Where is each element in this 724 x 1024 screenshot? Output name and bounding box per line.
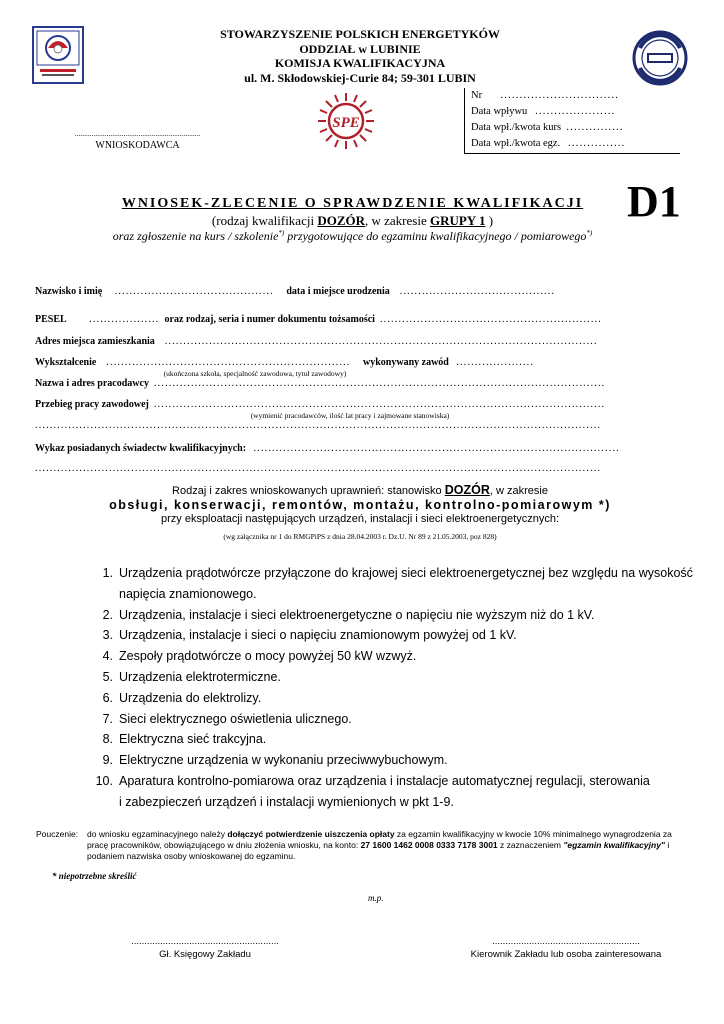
education-field[interactable]: .................................................................. xyxy=(106,357,351,368)
org-name: STOWARZYSZENIE POLSKICH ENERGETYKÓW xyxy=(220,27,500,41)
birth-label: data i miejsce urodzenia xyxy=(286,286,390,297)
list-item: 8. Elektryczna sieć trakcyjna. xyxy=(102,732,267,747)
list-item: 9. Elektryczne urządzenia w wykonaniu przeciwwybuchowym. xyxy=(102,753,448,768)
address-field[interactable]: ..................................................................................................................... xyxy=(164,336,598,347)
stamp-placeholder: m.p. xyxy=(368,893,384,903)
birth-field[interactable]: .......................................... xyxy=(399,286,556,297)
equipment-list xyxy=(88,563,698,813)
list-item: 10. Aparatura kontrolno-pomiarowa oraz urządzenia i instalacje automatycznej regulacji, sterowania xyxy=(95,773,650,788)
profession-field[interactable]: ..................... xyxy=(456,357,535,368)
employer-label: Nazwa i adres pracodawcy xyxy=(35,378,149,389)
list-item: 2. Urządzenia, instalacje i sieci elektroenergetyczne o napięciu nie wyższym niż do 1 kV. xyxy=(102,607,595,622)
spe-emblem-text: SPE xyxy=(332,115,360,131)
title-course-note: oraz zgłoszenie na kurs / szkolenie*) przygotowujące do egzaminu kwalifikacyjnego / pomiarowego*) xyxy=(112,229,593,243)
education-label: Wykształcenie xyxy=(35,357,97,368)
list-item: 7. Sieci elektrycznego oświetlenia ulicznego. xyxy=(102,711,352,726)
list-item: napięcia znamionowego. xyxy=(119,586,257,601)
pesel-field[interactable]: ................... xyxy=(89,314,160,325)
scope-section xyxy=(60,483,660,544)
payment-instruction xyxy=(36,829,691,862)
title-main: WNIOSEK-ZLECENIE O SPRAWDZENIE KWALIFIKACJI xyxy=(121,196,584,211)
pesel-row xyxy=(35,314,690,325)
manager-label: Kierownik Zakładu lub osoba zainteresowana xyxy=(470,949,662,960)
address-label: Adres miejsca zamieszkania xyxy=(35,336,155,347)
name-row xyxy=(35,286,690,297)
accountant-signature xyxy=(115,936,295,960)
iqnet-certification-logo xyxy=(632,30,688,86)
profession-label: wykonywany zawód xyxy=(363,357,449,368)
org-branch: ODDZIAŁ w LUBINIE xyxy=(299,41,421,56)
manager-signature-line[interactable]: ........................................................ xyxy=(492,936,640,947)
certificates-row-continued xyxy=(35,463,690,474)
career-label: Przebieg pracy zawodowej xyxy=(35,399,149,410)
applicant-signature xyxy=(55,129,220,151)
spe-emblem xyxy=(316,91,376,151)
education-hint: (ukończona szkoła, specjalność zawodowa, tytuł zawodowy) xyxy=(163,369,347,378)
list-item: 3. Urządzenia, instalacje i sieci o napięciu znamionowym powyżej od 1 kV. xyxy=(102,628,517,643)
form-code: D1 xyxy=(627,177,681,226)
list-item: 4. Zespoły prądotwórcze o mocy powyżej 50 kW wzwyż. xyxy=(102,649,417,664)
applicant-signature-line[interactable]: ................................................................... xyxy=(74,129,201,138)
registry-box xyxy=(464,88,680,154)
manager-signature xyxy=(455,936,677,960)
org-committee: KOMISJA KWALIFIKACYJNA xyxy=(274,56,446,70)
registry-received-date: Data wpływu ..................... xyxy=(471,106,616,117)
scope-legal-reference: (wg załącznika nr 1 do RMGPiPS z dnia 28.04.2003 r. Dz.U. Nr 89 z 21.05.2003, poz 828) xyxy=(223,532,497,541)
registry-course-payment: Data wpł./kwota kurs ............... xyxy=(471,122,624,133)
employer-field[interactable]: .......................................................................................................................... xyxy=(153,378,606,389)
certification-logo-left xyxy=(32,26,84,84)
footnote: * niepotrzebne skreślić xyxy=(52,871,137,881)
certificates-row xyxy=(35,443,690,454)
education-row xyxy=(35,357,690,368)
title-qualification: (rodzaj kwalifikacji DOZÓR, w zakresie GRUPY 1 ) xyxy=(211,213,494,228)
certificates-label: Wykaz posiadanych świadectw kwalifikacyjnych: xyxy=(35,443,247,454)
employer-row xyxy=(35,378,690,389)
career-field[interactable]: .......................................................................................................................... xyxy=(153,399,606,410)
form-title xyxy=(60,196,645,244)
id-document-field[interactable]: ............................................................ xyxy=(379,314,602,325)
instruction-label: Pouczenie: xyxy=(36,829,79,839)
accountant-label: Gł. Księgowy Zakładu xyxy=(159,949,251,960)
career-field-line2[interactable]: ......................................................................................................................................................... xyxy=(35,420,602,431)
list-item: 1. Urządzenia prądotwórcze przyłączone do krajowej sieci elektroenergetycznej bez względu na wysokość xyxy=(102,566,693,580)
scope-description: przy eksploatacji następujących urządzeń, instalacji i sieci elektroenergetycznych: xyxy=(160,513,560,525)
address-row xyxy=(35,336,690,347)
career-row xyxy=(35,399,690,410)
instruction-text: do wniosku egzaminacyjnego należy dołączyć potwierdzenie uiszczenia opłaty za egzamin kwalifikacyjny w kwocie 10% minimalnego wynagrodzenia za pracę pracowników, obowiązującego w dniu złożenia wniosku, na konto: 27 1600 1462 0008 0333 7178 3001 z zaznaczeniem "egzamin kwalifikacyjny" i podaniem nazwiska osoby wnioskowanej do egzaminu. xyxy=(87,829,672,861)
registry-exam-payment: Data wpł./kwota egz. ............... xyxy=(471,138,626,149)
bank-account-number: 27 1600 1462 0008 0333 7178 3001 xyxy=(360,840,498,850)
name-label: Nazwisko i imię xyxy=(35,286,103,297)
certificates-field[interactable]: ................................................................................................... xyxy=(253,443,620,454)
scope-position: Rodzaj i zakres wnioskowanych uprawnień: stanowisko DOZÓR, w zakresie xyxy=(172,483,548,497)
list-item: 5. Urządzenia elektrotermiczne. xyxy=(102,669,281,684)
certificates-field-line2[interactable]: ......................................................................................................................................................... xyxy=(35,463,602,474)
applicant-label: WNIOSKODAWCA xyxy=(95,140,180,151)
list-item: i zabezpieczeń urządzeń i instalacji wymienionych w pkt 1-9. xyxy=(119,794,454,809)
career-hint: (wymienić pracodawców, ilość lat pracy i zajmowane stanowiska) xyxy=(250,411,450,420)
accountant-signature-line[interactable]: ........................................................ xyxy=(131,936,279,947)
name-field[interactable]: ........................................... xyxy=(114,286,274,297)
list-item: 6. Urządzenia do elektrolizy. xyxy=(102,690,262,705)
org-address: ul. M. Skłodowskiej-Curie 84; 59-301 LUBIN xyxy=(244,70,476,85)
id-document-label: oraz rodzaj, seria i numer dokumentu tożsamości xyxy=(164,314,375,325)
organization-header xyxy=(160,27,560,85)
career-row-continued xyxy=(35,420,690,431)
registry-number: Nr ............................... xyxy=(471,90,620,101)
pesel-label: PESEL xyxy=(35,314,67,325)
scope-range: obsługi, konserwacji, remontów, montażu, kontrolno-pomiarowym *) xyxy=(109,498,611,512)
